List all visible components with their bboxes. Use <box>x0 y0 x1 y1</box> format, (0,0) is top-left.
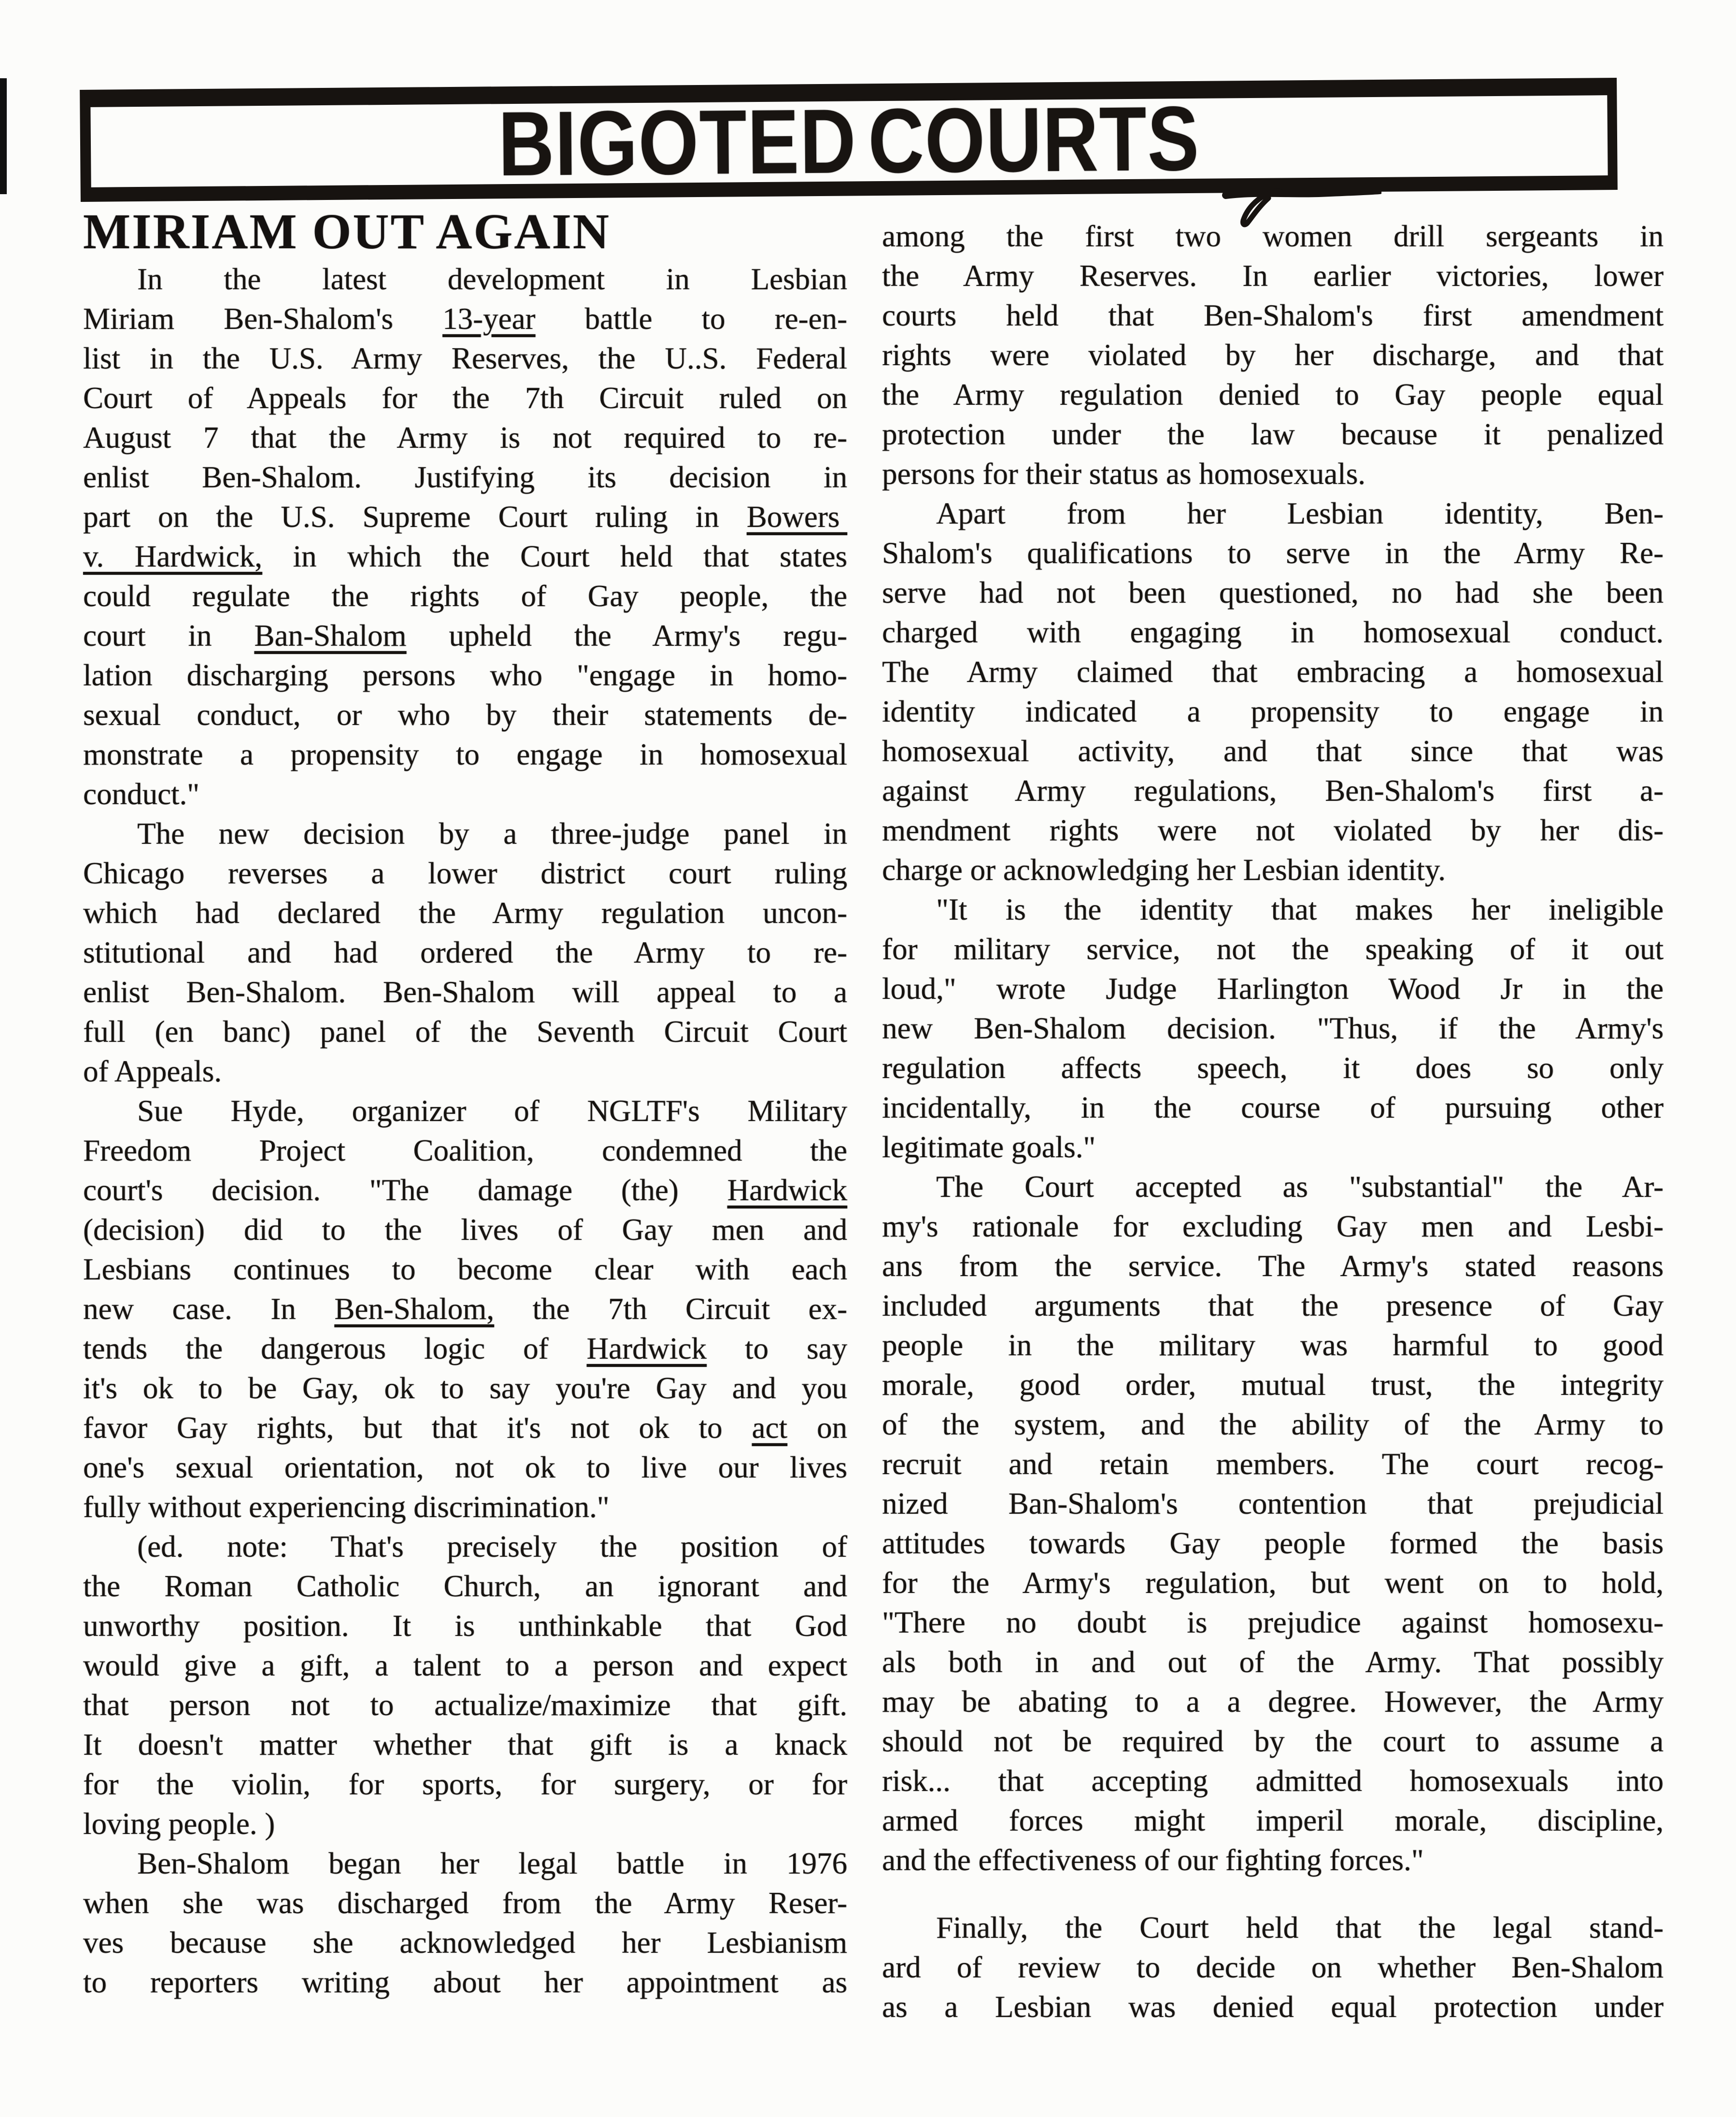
text-line <box>83 1844 847 1883</box>
text-segment: people in the military was harmful to good <box>882 1328 1664 1362</box>
text-line <box>83 933 847 972</box>
text-segment: fully without experiencing discrimination." <box>83 1490 610 1524</box>
text-segment: and the effectiveness of our fighting forces." <box>882 1843 1424 1877</box>
text-segment: my's rationale for excluding Gay men and Lesbi- <box>882 1209 1664 1243</box>
text-line <box>882 1444 1664 1484</box>
text-line <box>882 731 1664 771</box>
text-segment: Ben-Shalom began her legal battle in 1976 <box>137 1847 847 1880</box>
text-segment: It doesn't matter whether that gift is a knack <box>83 1728 847 1762</box>
text-segment: among the first two women drill sergeants in <box>882 219 1664 253</box>
header-box <box>80 78 1618 202</box>
underlined-case-name: act <box>752 1411 787 1445</box>
text-segment: enlist Ben-Shalom. Justifying its decision in <box>83 460 847 494</box>
text-segment: for the Army's regulation, but went on to hold, <box>882 1566 1664 1600</box>
text-segment: which had declared the Army regulation uncon- <box>83 896 847 930</box>
text-line <box>83 774 847 814</box>
text-segment: nized Ban-Shalom's contention that prejudicial <box>882 1487 1664 1520</box>
text-segment: stitutional and had ordered the Army to re- <box>83 936 847 969</box>
text-segment: (ed. note: That's precisely the position of <box>137 1530 847 1563</box>
text-line <box>83 1527 847 1566</box>
text-line <box>83 1487 847 1527</box>
text-line <box>882 692 1664 731</box>
text-line <box>882 1682 1664 1721</box>
text-line <box>882 533 1664 573</box>
text-segment: The new decision by a three-judge panel in <box>137 817 847 851</box>
text-segment: Apart from her Lesbian identity, Ben- <box>936 497 1664 530</box>
text-segment: persons for their status as homosexuals. <box>882 457 1366 491</box>
text-segment: Chicago reverses a lower district court ruling <box>83 856 847 890</box>
text-line <box>882 1405 1664 1444</box>
text-line <box>83 1804 847 1844</box>
text-line <box>83 1685 847 1725</box>
text-segment: incidentally, in the course of pursuing other <box>882 1091 1664 1124</box>
text-line <box>83 259 847 299</box>
text-segment: conduct." <box>83 777 199 811</box>
text-segment: the Army regulation denied to Gay people equal <box>882 378 1664 412</box>
text-segment: battle to re-en- <box>535 302 847 336</box>
text-segment: when she was discharged from the Army Reser- <box>83 1886 847 1920</box>
text-segment: risk... that accepting admitted homosexuals into <box>882 1764 1664 1798</box>
underlined-case-name: Ban-Shalom <box>254 619 407 653</box>
text-line <box>882 1721 1664 1761</box>
text-line <box>882 1908 1664 1947</box>
text-segment: Court of Appeals for the 7th Circuit ruled on <box>83 381 847 415</box>
text-line <box>83 457 847 497</box>
text-line <box>882 256 1664 296</box>
text-line <box>882 335 1664 375</box>
text-line <box>83 1210 847 1250</box>
text-segment: armed forces might imperil morale, discipline, <box>882 1804 1664 1837</box>
underlined-case-name: 13-year <box>442 302 536 336</box>
text-line <box>83 1408 847 1448</box>
text-line <box>83 1131 847 1170</box>
text-line <box>83 339 847 378</box>
text-segment: ves because she acknowledged her Lesbianism <box>83 1926 847 1960</box>
text-line <box>882 652 1664 692</box>
text-segment: of the system, and the ability of the Army to <box>882 1407 1664 1441</box>
text-line <box>882 454 1664 494</box>
text-segment: (decision) did to the lives of Gay men and <box>83 1213 847 1247</box>
text-line <box>83 1289 847 1329</box>
text-segment: one's sexual orientation, not ok to live our lives <box>83 1450 847 1484</box>
text-segment: charged with engaging in homosexual conduct. <box>882 615 1664 649</box>
text-segment: Shalom's qualifications to serve in the Army Re- <box>882 536 1664 570</box>
text-line <box>83 1091 847 1131</box>
text-line <box>882 1801 1664 1840</box>
text-segment: The Army claimed that embracing a homosexual <box>882 655 1664 689</box>
text-segment: "There no doubt is prejudice against homosexu- <box>882 1606 1664 1639</box>
text-segment: attitudes towards Gay people formed the basis <box>882 1526 1664 1560</box>
text-segment: morale, good order, mutual trust, the integrity <box>882 1368 1664 1402</box>
text-line <box>882 296 1664 335</box>
text-segment: against Army regulations, Ben-Shalom's first a- <box>882 774 1664 808</box>
text-line <box>882 1761 1664 1801</box>
text-segment: could regulate the rights of Gay people, the <box>83 579 847 613</box>
text-line <box>83 735 847 774</box>
text-line <box>83 1883 847 1923</box>
text-segment: new case. In <box>83 1292 335 1326</box>
text-segment: ans from the service. The Army's stated reasons <box>882 1249 1664 1283</box>
underlined-case-name: Bowers <box>746 500 847 534</box>
text-segment: new Ben-Shalom decision. "Thus, if the Army's <box>882 1011 1664 1045</box>
text-segment: the Roman Catholic Church, an ignorant and <box>83 1569 847 1603</box>
text-segment: courts held that Ben-Shalom's first amendment <box>882 298 1664 332</box>
text-segment: list in the U.S. Army Reserves, the U..S. Federal <box>83 341 847 375</box>
text-line <box>83 1368 847 1408</box>
underlined-case-name: v. Hardwick, <box>83 540 262 573</box>
text-segment: regulation affects speech, it does so only <box>882 1051 1664 1085</box>
text-line <box>83 1329 847 1368</box>
text-line <box>882 771 1664 810</box>
text-segment: charge or acknowledging her Lesbian identity. <box>882 853 1446 887</box>
text-segment: lation discharging persons who "engage in homo- <box>83 658 847 692</box>
text-line <box>83 1566 847 1606</box>
text-segment: mendment rights were not violated by her dis- <box>882 813 1664 847</box>
text-segment: tends the dangerous logic of <box>83 1332 587 1365</box>
text-line <box>83 695 847 735</box>
text-line <box>882 1484 1664 1523</box>
text-line <box>882 850 1664 890</box>
text-segment: loving people. ) <box>83 1807 275 1841</box>
text-line <box>882 890 1664 929</box>
text-line <box>882 1246 1664 1286</box>
text-segment: full (en banc) panel of the Seventh Circuit Court <box>83 1015 847 1049</box>
text-line <box>882 375 1664 414</box>
text-line <box>882 1127 1664 1167</box>
text-segment: as a Lesbian was denied equal protection under <box>882 1990 1664 2024</box>
text-segment: ard of review to decide on whether Ben-Shalom <box>882 1950 1664 1984</box>
text-line <box>882 1365 1664 1405</box>
text-line <box>882 1088 1664 1127</box>
text-line <box>882 1048 1664 1088</box>
text-line <box>83 972 847 1012</box>
text-segment: legitimate goals." <box>882 1130 1096 1164</box>
text-segment: included arguments that the presence of Gay <box>882 1289 1664 1322</box>
text-segment: serve had not been questioned, no had she been <box>882 576 1664 610</box>
text-line <box>882 1167 1664 1207</box>
text-segment: for military service, not the speaking of it out <box>882 932 1664 966</box>
text-line <box>83 1646 847 1685</box>
text-segment: on <box>787 1411 847 1445</box>
text-segment: would give a gift, a talent to a person and expect <box>83 1648 847 1682</box>
text-segment: "It is the identity that makes her ineligible <box>936 893 1664 926</box>
text-segment: The Court accepted as "substantial" the Ar- <box>936 1170 1664 1204</box>
text-segment: for the violin, for sports, for surgery, or for <box>83 1767 847 1801</box>
text-line <box>83 655 847 695</box>
underlined-case-name: Hardwick <box>727 1173 847 1207</box>
underlined-case-name: Hardwick <box>586 1332 707 1365</box>
scan-edge-artifact <box>0 78 7 194</box>
text-segment: als both in and out of the Army. That possibly <box>882 1645 1664 1679</box>
text-line <box>83 853 847 893</box>
text-segment: unworthy position. It is unthinkable that God <box>83 1609 847 1643</box>
text-line <box>882 612 1664 652</box>
text-segment: identity indicated a propensity to engage in <box>882 695 1664 728</box>
text-line <box>882 1840 1664 1880</box>
text-line <box>83 1051 847 1091</box>
text-segment: part on the U.S. Supreme Court ruling in <box>83 500 747 534</box>
text-segment: protection under the law because it penalized <box>882 417 1664 451</box>
text-segment: Finally, the Court held that the legal stand- <box>936 1911 1664 1945</box>
text-line <box>83 1725 847 1764</box>
text-segment: Miriam Ben-Shalom's <box>83 302 443 336</box>
text-segment: Lesbians continues to become clear with each <box>83 1252 847 1286</box>
text-segment: upheld the Army's regu- <box>406 619 848 653</box>
text-segment: recruit and retain members. The court recog- <box>882 1447 1664 1481</box>
underlined-case-name: Ben-Shalom, <box>334 1292 494 1326</box>
text-line <box>882 494 1664 533</box>
text-segment: Freedom Project Coalition, condemned the <box>83 1134 847 1167</box>
text-line <box>882 1286 1664 1325</box>
text-line <box>83 893 847 933</box>
text-line <box>83 378 847 418</box>
text-line <box>83 1170 847 1210</box>
text-line <box>882 1563 1664 1603</box>
text-line <box>882 1207 1664 1246</box>
text-line <box>882 810 1664 850</box>
text-segment: homosexual activity, and that since that was <box>882 734 1664 768</box>
text-line <box>83 497 847 537</box>
text-line <box>83 576 847 616</box>
text-segment: court's decision. "The damage (the) <box>83 1173 727 1207</box>
text-line <box>83 1606 847 1646</box>
text-segment: favor Gay rights, but that it's not ok to <box>83 1411 752 1445</box>
text-segment: loud," wrote Judge Harlington Wood Jr in the <box>882 972 1664 1006</box>
text-line <box>83 1250 847 1289</box>
text-line <box>882 216 1664 256</box>
text-line <box>83 616 847 655</box>
text-line <box>83 1448 847 1487</box>
text-segment: in which the Court held that states <box>262 540 847 573</box>
text-line <box>83 537 847 576</box>
text-line <box>882 1325 1664 1365</box>
text-line <box>882 1603 1664 1642</box>
text-segment: court in <box>83 619 255 653</box>
text-segment: may be abating to a a degree. However, the Army <box>882 1685 1664 1719</box>
text-segment: Sue Hyde, organizer of NGLTF's Military <box>137 1094 847 1128</box>
text-line <box>83 1764 847 1804</box>
text-segment: to reporters writing about her appointment as <box>83 1965 847 1999</box>
text-line <box>882 1987 1664 2027</box>
text-line <box>83 299 847 339</box>
text-segment: to say <box>706 1332 848 1365</box>
text-line <box>83 1962 847 2002</box>
text-line <box>882 1947 1664 1987</box>
text-segment: enlist Ben-Shalom. Ben-Shalom will appeal to a <box>83 975 847 1009</box>
text-line <box>83 418 847 457</box>
text-segment: sexual conduct, or who by their statements de- <box>83 698 847 732</box>
text-segment: that person not to actualize/maximize that gift. <box>83 1688 847 1722</box>
text-line <box>882 929 1664 969</box>
text-segment: should not be required by the court to assume a <box>882 1724 1664 1758</box>
text-segment: the Army Reserves. In earlier victories, lower <box>882 259 1664 293</box>
text-segment: monstrate a propensity to engage in homosexual <box>83 738 847 771</box>
text-segment: In the latest development in Lesbian <box>137 262 847 296</box>
text-line <box>882 1642 1664 1682</box>
text-line <box>83 1923 847 1962</box>
text-line <box>83 814 847 853</box>
text-segment: of Appeals. <box>83 1054 222 1088</box>
text-segment: it's ok to be Gay, ok to say you're Gay and you <box>83 1371 847 1405</box>
page-title: BIGOTED COURTS <box>498 87 1200 195</box>
text-line <box>882 1009 1664 1048</box>
text-line <box>882 1523 1664 1563</box>
text-line <box>882 573 1664 612</box>
text-line <box>882 969 1664 1009</box>
text-line <box>83 1012 847 1051</box>
text-segment: August 7 that the Army is not required to re- <box>83 421 847 455</box>
text-segment: rights were violated by her discharge, and that <box>882 338 1664 372</box>
article-title: MIRIAM OUT AGAIN <box>83 204 611 259</box>
column-right <box>882 216 1664 2027</box>
text-line <box>882 414 1664 454</box>
column-left <box>83 259 847 2002</box>
text-segment: the 7th Circuit ex- <box>494 1292 847 1326</box>
